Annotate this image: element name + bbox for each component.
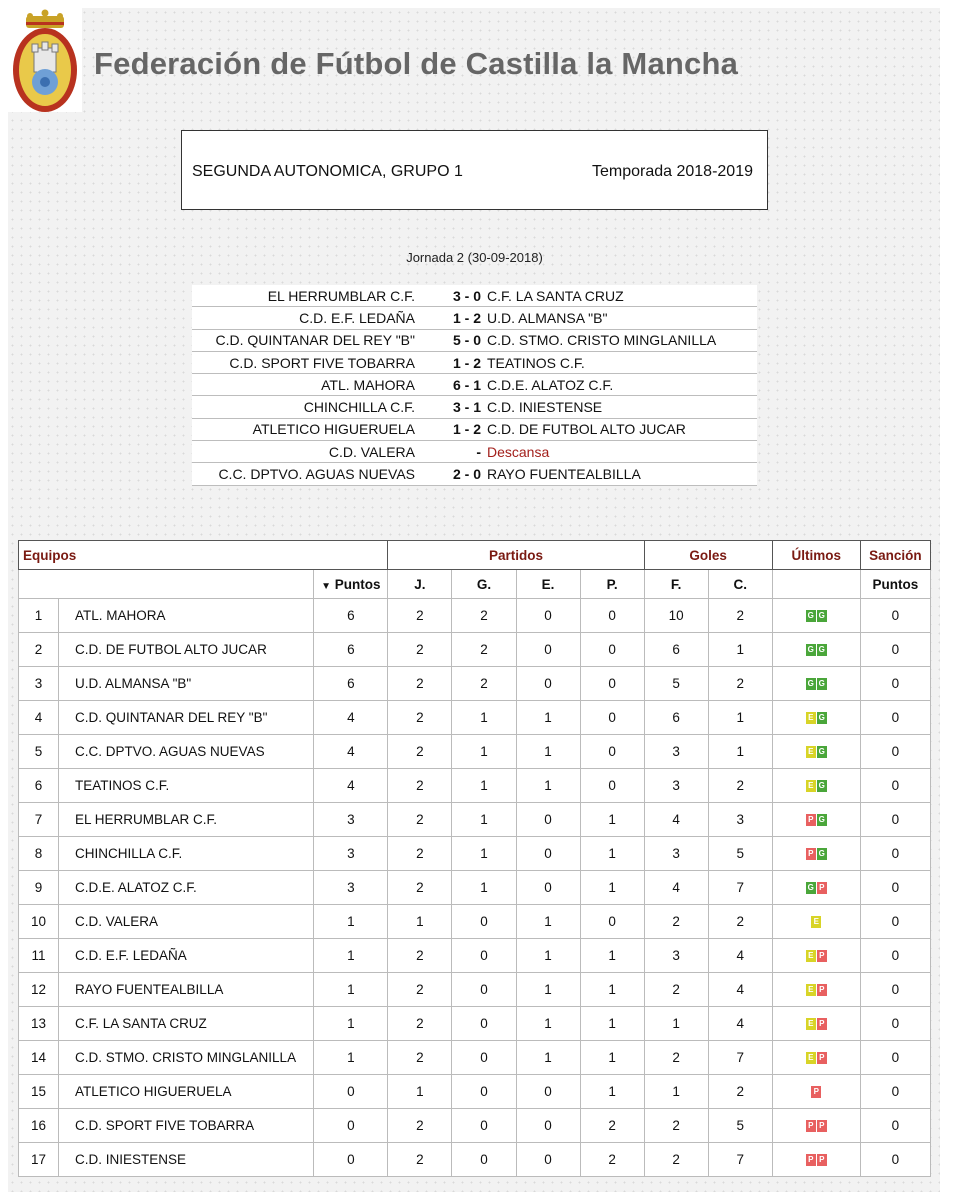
team-name-cell[interactable]: C.D. VALERA	[59, 905, 314, 939]
lost-cell: 2	[580, 1109, 644, 1143]
won-cell: 1	[452, 769, 516, 803]
result-e-badge: E	[811, 916, 821, 928]
points-cell: 0	[314, 1143, 388, 1177]
goals-against-cell: 5	[708, 1109, 772, 1143]
goals-against-cell: 7	[708, 1143, 772, 1177]
played-cell: 2	[388, 735, 452, 769]
drawn-cell: 0	[516, 803, 580, 837]
won-cell: 0	[452, 939, 516, 973]
points-cell: 1	[314, 973, 388, 1007]
table-row	[19, 1075, 931, 1109]
team-name-cell[interactable]: C.D.E. ALATOZ C.F.	[59, 871, 314, 905]
result-p-badge: P	[817, 1120, 827, 1132]
played-cell: 2	[388, 1041, 452, 1075]
points-cell: 4	[314, 701, 388, 735]
team-name-cell[interactable]: C.D. INIESTENSE	[59, 1143, 314, 1177]
away-team: Descansa	[487, 443, 550, 460]
home-team: CHINCHILLA C.F.	[303, 399, 415, 416]
position-cell: 5	[19, 735, 59, 769]
last-results-cell	[772, 1041, 860, 1075]
last-results-cell	[772, 1143, 860, 1177]
round-results-list	[192, 285, 757, 486]
result-p-badge: P	[806, 1154, 816, 1166]
won-cell: 1	[452, 735, 516, 769]
position-cell: 13	[19, 1007, 59, 1041]
sanction-cell: 0	[860, 939, 930, 973]
result-g-badge: G	[818, 713, 825, 723]
team-name-cell[interactable]: U.D. ALMANSA "B"	[59, 667, 314, 701]
table-row	[19, 769, 931, 803]
played-cell: 2	[388, 633, 452, 667]
table-row	[19, 1007, 931, 1041]
team-name-cell[interactable]: EL HERRUMBLAR C.F.	[59, 803, 314, 837]
goals-against-cell: 2	[708, 1075, 772, 1109]
played-cell: 2	[388, 1007, 452, 1041]
played-cell: 1	[388, 1075, 452, 1109]
points-cell: 6	[314, 633, 388, 667]
goals-against-cell: 2	[708, 905, 772, 939]
drawn-cell: 0	[516, 871, 580, 905]
drawn-cell: 0	[516, 599, 580, 633]
federation-logo	[8, 8, 82, 112]
sanction-cell: 0	[860, 871, 930, 905]
position-cell: 2	[19, 633, 59, 667]
match-score: 2 - 0	[452, 466, 481, 483]
last-results-cell	[772, 973, 860, 1007]
sort-points-column[interactable]: ▼ Puntos	[314, 570, 388, 599]
result-p-badge: P	[817, 1018, 827, 1030]
table-row	[19, 871, 931, 905]
table-row	[19, 701, 931, 735]
won-column: G.	[452, 570, 516, 599]
match-score: 6 - 1	[452, 376, 481, 393]
sanction-cell: 0	[860, 905, 930, 939]
sanction-cell: 0	[860, 1109, 930, 1143]
drawn-cell: 0	[516, 1075, 580, 1109]
lost-cell: 0	[580, 701, 644, 735]
match-row	[192, 441, 757, 463]
position-cell: 6	[19, 769, 59, 803]
goals-against-cell: 2	[708, 769, 772, 803]
goals-for-cell: 10	[644, 599, 708, 633]
result-g-badge: G	[807, 645, 814, 655]
last-results-cell	[772, 769, 860, 803]
sanction-cell: 0	[860, 1007, 930, 1041]
goals-for-cell: 1	[644, 1007, 708, 1041]
drawn-column: E.	[516, 570, 580, 599]
position-cell: 16	[19, 1109, 59, 1143]
goals-against-cell: 7	[708, 871, 772, 905]
sanction-cell: 0	[860, 667, 930, 701]
table-row	[19, 1041, 931, 1075]
goals-against-cell: 4	[708, 939, 772, 973]
result-p-badge: P	[817, 1154, 827, 1166]
last-results-cell	[772, 735, 860, 769]
points-cell: 1	[314, 1041, 388, 1075]
sanction-points-column: Puntos	[860, 570, 930, 599]
position-cell: 15	[19, 1075, 59, 1109]
match-row	[192, 307, 757, 329]
points-cell: 3	[314, 803, 388, 837]
points-cell: 1	[314, 939, 388, 973]
team-name-cell[interactable]: ATL. MAHORA	[59, 599, 314, 633]
table-row	[19, 905, 931, 939]
last-results-cell	[772, 1075, 860, 1109]
result-e-badge: E	[806, 950, 816, 962]
sanction-cell: 0	[860, 1075, 930, 1109]
result-g-badge: G	[818, 849, 825, 859]
last-results-cell	[772, 667, 860, 701]
position-cell: 9	[19, 871, 59, 905]
won-cell: 0	[452, 1143, 516, 1177]
table-row	[19, 837, 931, 871]
won-cell: 0	[452, 1109, 516, 1143]
goals-against-cell: 7	[708, 1041, 772, 1075]
played-column: J.	[388, 570, 452, 599]
team-name-cell[interactable]: ATLETICO HIGUERUELA	[59, 1075, 314, 1109]
goals-for-cell: 3	[644, 837, 708, 871]
result-p-badge: P	[806, 848, 816, 860]
goals-for-cell: 5	[644, 667, 708, 701]
away-team: RAYO FUENTEALBILLA	[487, 466, 641, 483]
goals-against-cell: 2	[708, 599, 772, 633]
position-cell: 10	[19, 905, 59, 939]
result-g-badge: G	[818, 781, 825, 791]
sanction-cell: 0	[860, 973, 930, 1007]
lost-cell: 1	[580, 973, 644, 1007]
lost-cell: 1	[580, 803, 644, 837]
table-row	[19, 1109, 931, 1143]
won-cell: 2	[452, 633, 516, 667]
sanction-cell: 0	[860, 701, 930, 735]
team-name-cell[interactable]: C.D. STMO. CRISTO MINGLANILLA	[59, 1041, 314, 1075]
match-row	[192, 285, 757, 307]
drawn-cell: 1	[516, 1007, 580, 1041]
result-g-badge: G	[818, 679, 825, 689]
goals-against-cell: 2	[708, 667, 772, 701]
points-cell: 4	[314, 735, 388, 769]
result-p-badge: P	[806, 814, 816, 826]
sanction-cell: 0	[860, 803, 930, 837]
last-results-cell	[772, 837, 860, 871]
result-g-badge: G	[807, 679, 814, 689]
match-score: -	[476, 443, 481, 460]
team-name-cell[interactable]: C.C. DPTVO. AGUAS NUEVAS	[59, 735, 314, 769]
drawn-cell: 0	[516, 667, 580, 701]
match-score: 1 - 2	[452, 354, 481, 371]
team-name-cell[interactable]: CHINCHILLA C.F.	[59, 837, 314, 871]
sanction-cell: 0	[860, 599, 930, 633]
played-cell: 2	[388, 871, 452, 905]
team-name-cell[interactable]: C.F. LA SANTA CRUZ	[59, 1007, 314, 1041]
last-results-cell	[772, 905, 860, 939]
points-cell: 1	[314, 905, 388, 939]
drawn-cell: 1	[516, 769, 580, 803]
sanction-cell: 0	[860, 633, 930, 667]
competition-name: SEGUNDA AUTONOMICA, GRUPO 1	[192, 163, 463, 180]
won-cell: 2	[452, 667, 516, 701]
team-name-cell[interactable]: TEATINOS C.F.	[59, 769, 314, 803]
goals-against-column: C.	[708, 570, 772, 599]
goals-for-cell: 6	[644, 633, 708, 667]
away-team: C.D. STMO. CRISTO MINGLANILLA	[487, 332, 717, 349]
played-cell: 2	[388, 803, 452, 837]
sanction-cell: 0	[860, 1041, 930, 1075]
match-row	[192, 374, 757, 396]
shield-crest-icon	[8, 8, 82, 112]
lost-cell: 0	[580, 905, 644, 939]
match-score: 3 - 0	[452, 287, 481, 304]
result-g-badge: G	[807, 611, 814, 621]
goals-header: Goles	[644, 541, 772, 570]
points-cell: 0	[314, 1075, 388, 1109]
goals-for-cell: 2	[644, 905, 708, 939]
position-cell: 11	[19, 939, 59, 973]
away-team: TEATINOS C.F.	[487, 354, 585, 371]
away-team: C.F. LA SANTA CRUZ	[487, 287, 624, 304]
points-cell: 6	[314, 599, 388, 633]
goals-for-cell: 2	[644, 1109, 708, 1143]
goals-for-cell: 4	[644, 803, 708, 837]
drawn-cell: 1	[516, 973, 580, 1007]
won-cell: 0	[452, 1007, 516, 1041]
round-title: Jornada 2 (30-09-2018)	[406, 250, 543, 265]
played-cell: 2	[388, 1143, 452, 1177]
goals-against-cell: 1	[708, 633, 772, 667]
position-cell: 1	[19, 599, 59, 633]
table-row	[19, 939, 931, 973]
sanction-cell: 0	[860, 1143, 930, 1177]
table-row	[19, 599, 931, 633]
won-cell: 0	[452, 905, 516, 939]
home-team: C.D. QUINTANAR DEL REY "B"	[215, 332, 415, 349]
away-team: C.D.E. ALATOZ C.F.	[487, 376, 614, 393]
lost-column: P.	[580, 570, 644, 599]
result-p-badge: P	[811, 1086, 821, 1098]
result-p-badge: P	[817, 1052, 827, 1064]
sanction-header: Sanción	[860, 541, 930, 570]
drawn-cell: 1	[516, 701, 580, 735]
points-cell: 3	[314, 837, 388, 871]
lost-cell: 1	[580, 1041, 644, 1075]
home-team: EL HERRUMBLAR C.F.	[267, 287, 415, 304]
result-e-badge: E	[806, 1052, 816, 1064]
home-team: ATLETICO HIGUERUELA	[252, 421, 415, 438]
drawn-cell: 1	[516, 1041, 580, 1075]
result-g-badge: G	[807, 883, 814, 893]
team-name-cell[interactable]: RAYO FUENTEALBILLA	[59, 973, 314, 1007]
result-e-badge: E	[806, 712, 816, 724]
result-p-badge: P	[806, 1120, 816, 1132]
match-score: 1 - 2	[452, 421, 481, 438]
drawn-cell: 1	[516, 905, 580, 939]
home-team: C.C. DPTVO. AGUAS NUEVAS	[218, 466, 415, 483]
goals-against-cell: 1	[708, 701, 772, 735]
goals-for-cell: 4	[644, 871, 708, 905]
played-cell: 2	[388, 837, 452, 871]
match-row	[192, 352, 757, 374]
drawn-cell: 1	[516, 735, 580, 769]
played-cell: 2	[388, 1109, 452, 1143]
position-cell: 4	[19, 701, 59, 735]
goals-for-cell: 3	[644, 939, 708, 973]
result-p-badge: P	[817, 882, 827, 894]
lost-cell: 0	[580, 599, 644, 633]
last-results-cell	[772, 633, 860, 667]
lost-cell: 1	[580, 1007, 644, 1041]
goals-against-cell: 4	[708, 973, 772, 1007]
played-cell: 2	[388, 599, 452, 633]
played-cell: 2	[388, 939, 452, 973]
result-g-badge: G	[818, 645, 825, 655]
goals-against-cell: 4	[708, 1007, 772, 1041]
last-results-cell	[772, 803, 860, 837]
home-team: C.D. SPORT FIVE TOBARRA	[229, 354, 415, 371]
drawn-cell: 0	[516, 837, 580, 871]
away-team: C.D. DE FUTBOL ALTO JUCAR	[487, 421, 686, 438]
last-results-cell	[772, 701, 860, 735]
played-cell: 2	[388, 701, 452, 735]
standings-column-header	[19, 570, 931, 599]
teams-header: Equipos	[19, 541, 388, 570]
position-cell: 17	[19, 1143, 59, 1177]
table-row	[19, 735, 931, 769]
table-row	[19, 803, 931, 837]
drawn-cell: 0	[516, 1143, 580, 1177]
won-cell: 0	[452, 973, 516, 1007]
played-cell: 2	[388, 667, 452, 701]
lost-cell: 2	[580, 1143, 644, 1177]
last-results-cell	[772, 1007, 860, 1041]
match-row	[192, 463, 757, 485]
last-results-cell	[772, 939, 860, 973]
played-cell: 2	[388, 769, 452, 803]
drawn-cell: 0	[516, 633, 580, 667]
drawn-cell: 0	[516, 1109, 580, 1143]
goals-for-cell: 2	[644, 1041, 708, 1075]
position-cell: 14	[19, 1041, 59, 1075]
goals-for-column: F.	[644, 570, 708, 599]
won-cell: 1	[452, 871, 516, 905]
home-team: ATL. MAHORA	[321, 376, 415, 393]
result-p-badge: P	[817, 950, 827, 962]
result-g-badge: G	[818, 747, 825, 757]
result-e-badge: E	[806, 1018, 816, 1030]
won-cell: 1	[452, 837, 516, 871]
played-cell: 1	[388, 905, 452, 939]
position-cell: 7	[19, 803, 59, 837]
lost-cell: 0	[580, 667, 644, 701]
table-row	[19, 1143, 931, 1177]
position-cell: 12	[19, 973, 59, 1007]
federation-title: Federación de Fútbol de Castilla la Mancha	[94, 46, 739, 81]
season-label: Temporada 2018-2019	[591, 163, 753, 180]
last-results-cell	[772, 871, 860, 905]
drawn-cell: 1	[516, 939, 580, 973]
played-cell: 2	[388, 973, 452, 1007]
standings-table	[18, 540, 931, 1177]
team-name-cell[interactable]: C.D. QUINTANAR DEL REY "B"	[59, 701, 314, 735]
position-cell: 3	[19, 667, 59, 701]
sanction-cell: 0	[860, 837, 930, 871]
won-cell: 0	[452, 1041, 516, 1075]
goals-for-cell: 3	[644, 735, 708, 769]
matches-header: Partidos	[388, 541, 644, 570]
match-score: 3 - 1	[452, 399, 481, 416]
away-team: U.D. ALMANSA "B"	[487, 309, 608, 326]
won-cell: 0	[452, 1075, 516, 1109]
lost-cell: 1	[580, 871, 644, 905]
lost-cell: 0	[580, 735, 644, 769]
competition-box	[181, 130, 768, 210]
last-results-header: Últimos	[772, 541, 860, 570]
goals-for-cell: 1	[644, 1075, 708, 1109]
result-p-badge: P	[817, 984, 827, 996]
lost-cell: 1	[580, 939, 644, 973]
points-cell: 3	[314, 871, 388, 905]
points-cell: 6	[314, 667, 388, 701]
last-results-cell	[772, 599, 860, 633]
goals-against-cell: 3	[708, 803, 772, 837]
result-e-badge: E	[806, 746, 816, 758]
table-row	[19, 633, 931, 667]
away-team: C.D. INIESTENSE	[487, 399, 603, 416]
result-g-badge: G	[818, 815, 825, 825]
last-results-cell	[772, 1109, 860, 1143]
standings-group-header	[19, 541, 931, 570]
match-row	[192, 330, 757, 352]
won-cell: 1	[452, 803, 516, 837]
goals-for-cell: 3	[644, 769, 708, 803]
match-score: 1 - 2	[452, 309, 481, 326]
home-team: C.D. E.F. LEDAÑA	[299, 309, 415, 326]
points-cell: 0	[314, 1109, 388, 1143]
lost-cell: 0	[580, 633, 644, 667]
lost-cell: 0	[580, 769, 644, 803]
goals-for-cell: 2	[644, 973, 708, 1007]
points-cell: 1	[314, 1007, 388, 1041]
match-score: 5 - 0	[452, 332, 481, 349]
team-name-cell[interactable]: C.D. E.F. LEDAÑA	[59, 939, 314, 973]
table-row	[19, 667, 931, 701]
won-cell: 1	[452, 701, 516, 735]
goals-against-cell: 1	[708, 735, 772, 769]
match-row	[192, 396, 757, 418]
sanction-cell: 0	[860, 735, 930, 769]
points-cell: 4	[314, 769, 388, 803]
goals-for-cell: 2	[644, 1143, 708, 1177]
match-row	[192, 419, 757, 441]
goals-for-cell: 6	[644, 701, 708, 735]
won-cell: 2	[452, 599, 516, 633]
lost-cell: 1	[580, 1075, 644, 1109]
team-name-cell[interactable]: C.D. DE FUTBOL ALTO JUCAR	[59, 633, 314, 667]
table-row	[19, 973, 931, 1007]
result-g-badge: G	[818, 611, 825, 621]
goals-against-cell: 5	[708, 837, 772, 871]
sort-desc-icon: ▼	[321, 580, 332, 592]
team-name-cell[interactable]: C.D. SPORT FIVE TOBARRA	[59, 1109, 314, 1143]
home-team: C.D. VALERA	[328, 443, 415, 460]
position-cell: 8	[19, 837, 59, 871]
result-e-badge: E	[806, 780, 816, 792]
sanction-cell: 0	[860, 769, 930, 803]
result-e-badge: E	[806, 984, 816, 996]
lost-cell: 1	[580, 837, 644, 871]
